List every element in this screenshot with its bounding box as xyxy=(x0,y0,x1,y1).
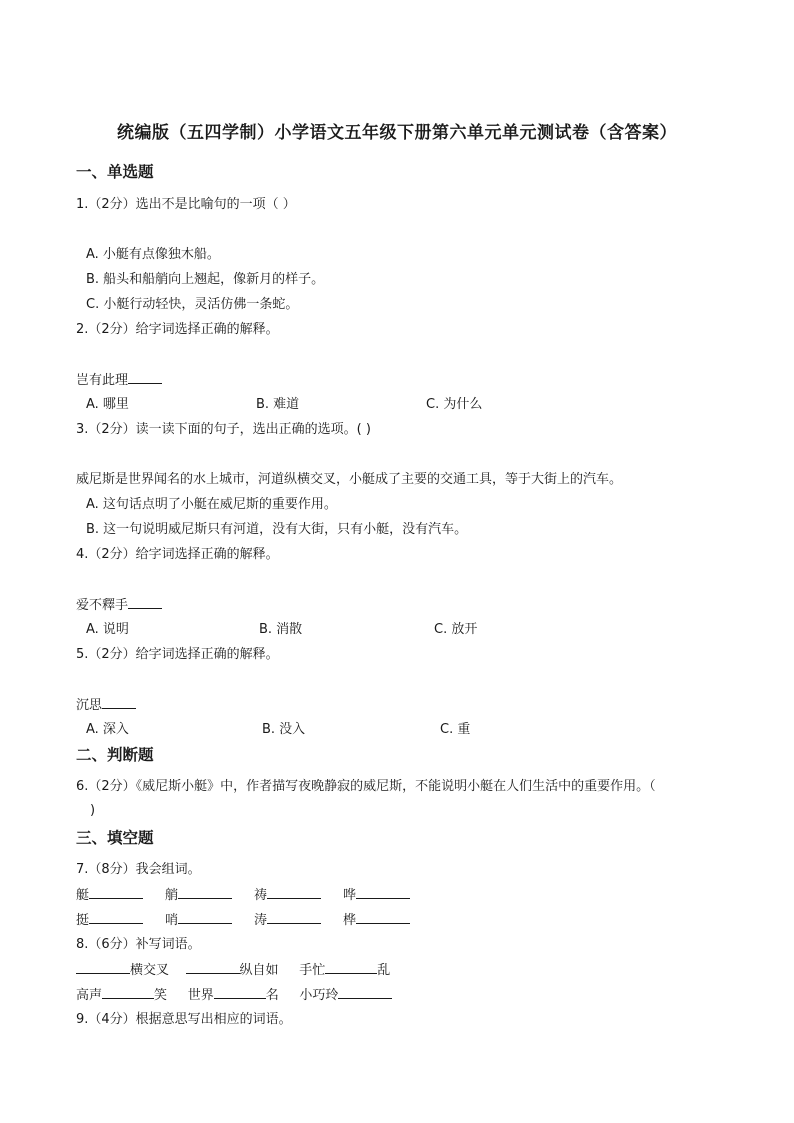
question-2-word-text: 岂有此理 xyxy=(76,373,129,388)
word-cell: 挺 xyxy=(76,913,90,928)
question-1-option-c: C. 小艇行动轻快，灵活仿佛一条蛇。 xyxy=(86,297,299,312)
idiom-fragment: 名 xyxy=(265,988,279,1003)
question-5-word xyxy=(76,696,136,715)
question-3-stem: 3.（2分）读一读下面的句子，选出正确的选项。( ) xyxy=(76,422,371,437)
question-2-stem: 2.（2分）给字词选择正确的解释。 xyxy=(76,322,279,337)
answer-blank[interactable] xyxy=(356,911,410,924)
question-4-word-text: 爱不釋手 xyxy=(76,598,129,613)
idiom-fragment: 纵自如 xyxy=(239,963,279,978)
idiom-fragment: 横交叉 xyxy=(130,963,170,978)
question-1-option-b: B. 船头和船艄向上翘起，像新月的样子。 xyxy=(86,272,325,287)
question-8-row-2 xyxy=(76,986,392,1005)
idiom-fragment: 手忙 xyxy=(299,963,326,978)
word-cell: 艄 xyxy=(165,888,179,903)
answer-blank[interactable] xyxy=(178,886,232,899)
word-cell: 艇 xyxy=(76,888,90,903)
question-8-stem: 8.（6分）补写词语。 xyxy=(76,937,201,952)
answer-blank[interactable] xyxy=(356,886,410,899)
idiom-fragment: 高声 xyxy=(76,988,103,1003)
idiom-fragment: 乱 xyxy=(377,963,391,978)
question-6-bracket-end: ) xyxy=(90,803,96,818)
answer-blank[interactable] xyxy=(338,986,392,999)
answer-blank[interactable] xyxy=(102,696,136,709)
word-cell: 哗 xyxy=(343,888,357,903)
word-cell: 祷 xyxy=(254,888,268,903)
question-7-row-2 xyxy=(76,911,436,931)
idiom-fragment: 笑 xyxy=(154,988,168,1003)
question-4-option-b: B. 消散 xyxy=(259,622,303,637)
answer-blank[interactable] xyxy=(76,961,130,974)
answer-blank[interactable] xyxy=(128,371,162,384)
question-2-word xyxy=(76,371,162,390)
answer-blank[interactable] xyxy=(267,911,321,924)
question-5-option-a: A. 深入 xyxy=(86,722,129,737)
question-2-option-b: B. 难道 xyxy=(256,397,300,412)
question-7-stem: 7.（8分）我会组词。 xyxy=(76,862,201,877)
answer-blank[interactable] xyxy=(214,986,266,999)
word-cell: 涛 xyxy=(254,913,268,928)
answer-blank[interactable] xyxy=(89,886,143,899)
question-4-option-c: C. 放开 xyxy=(434,622,478,637)
question-2-option-a: A. 哪里 xyxy=(86,397,129,412)
answer-blank[interactable] xyxy=(325,961,377,974)
word-cell: 哨 xyxy=(165,913,179,928)
question-5-word-text: 沉思 xyxy=(76,698,103,713)
question-5-stem: 5.（2分）给字词选择正确的解释。 xyxy=(76,647,279,662)
question-4-option-a: A. 说明 xyxy=(86,622,129,637)
section-heading-fill-in: 三、填空题 xyxy=(76,829,154,847)
answer-blank[interactable] xyxy=(89,911,143,924)
question-9-stem: 9.（4分）根据意思写出相应的词语。 xyxy=(76,1012,292,1027)
word-cell: 桦 xyxy=(343,913,357,928)
question-5-option-b: B. 没入 xyxy=(262,722,306,737)
answer-blank[interactable] xyxy=(178,911,232,924)
question-8-row-1 xyxy=(76,961,390,980)
question-3-option-a: A. 这句话点明了小艇在威尼斯的重要作用。 xyxy=(86,497,337,512)
question-1-option-a: A. 小艇有点像独木船。 xyxy=(86,247,220,262)
answer-blank[interactable] xyxy=(128,596,162,609)
section-heading-true-false: 二、判断题 xyxy=(76,746,154,764)
answer-blank[interactable] xyxy=(267,886,321,899)
question-2-option-c: C. 为什么 xyxy=(426,397,483,412)
question-6-stem: 6.（2分）《威尼斯小艇》中，作者描写夜晚静寂的威尼斯，不能说明小艇在人们生活中的重要作用。（ xyxy=(76,779,656,794)
question-3-option-b: B. 这一句说明威尼斯只有河道，没有大街，只有小艇，没有汽车。 xyxy=(86,522,468,537)
idiom-fragment: 小巧玲 xyxy=(299,988,339,1003)
page-title: 统编版（五四学制）小学语文五年级下册第六单元单元测试卷（含答案） xyxy=(117,123,677,143)
question-3-passage: 威尼斯是世界闻名的水上城市，河道纵横交叉，小艇成了主要的交通工具，等于大街上的汽车。 xyxy=(76,472,623,487)
section-heading-single-choice: 一、单选题 xyxy=(76,163,154,181)
question-1-stem: 1.（2分）选出不是比喻句的一项（ ） xyxy=(76,197,296,212)
question-5-option-c: C. 重 xyxy=(440,722,471,737)
answer-blank[interactable] xyxy=(102,986,154,999)
question-4-stem: 4.（2分）给字词选择正确的解释。 xyxy=(76,547,279,562)
answer-blank[interactable] xyxy=(186,961,240,974)
question-7-row-1 xyxy=(76,886,436,906)
question-4-word xyxy=(76,596,162,615)
idiom-fragment: 世界 xyxy=(187,988,214,1003)
